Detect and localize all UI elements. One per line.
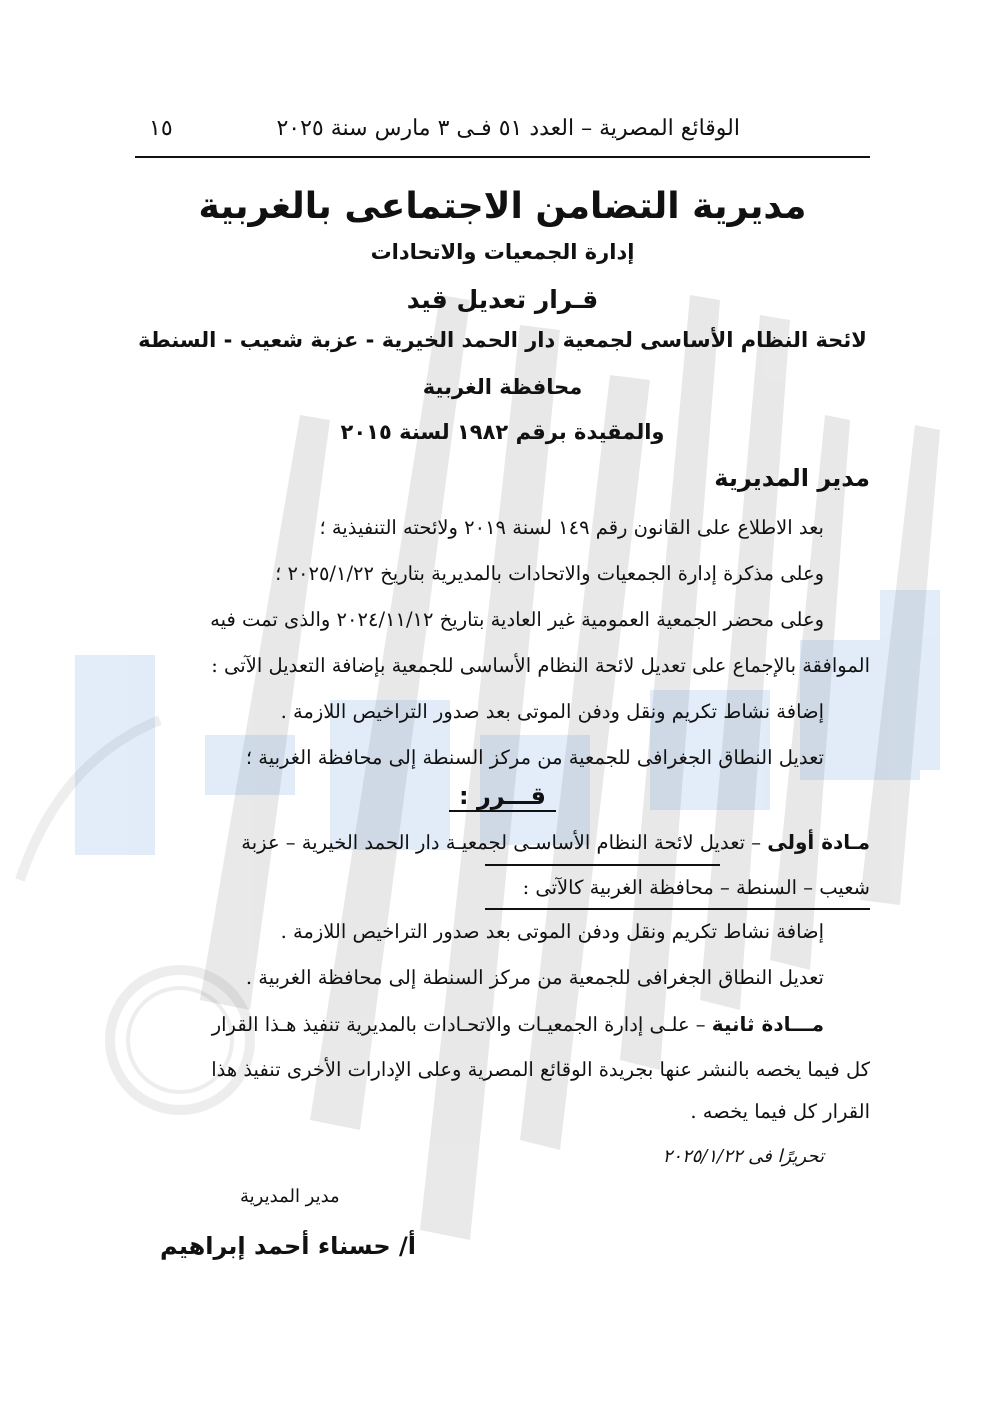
- decides-label: قـــرر :: [449, 782, 556, 812]
- article-2-line-1: [212, 1012, 824, 1036]
- director-heading: مدير المديرية: [714, 464, 870, 492]
- running-title: الوقائع المصرية – العدد ٥١ فـى ٣ مارس سنة ٢٠٢٥: [276, 116, 740, 141]
- underline-divider: [485, 908, 870, 910]
- article-1-line-2: شعيب – السنطة – محافظة الغربية كالآتى :: [522, 876, 870, 899]
- preamble-line: الموافقة بالإجماع على تعديل لائحة النظام الأساسى للجمعية بإضافة التعديل الآتى :: [211, 654, 870, 677]
- article-1-item: إضافة نشاط تكريم ونقل ودفن الموتى بعد صدور التراخيص اللازمة .: [280, 920, 824, 943]
- preamble-line: وعلى مذكرة إدارة الجمعيات والاتحادات بالمديرية بتاريخ ٢٠٢٥/١/٢٢ ؛: [275, 562, 824, 585]
- preamble-line: وعلى محضر الجمعية العمومية غير العادية بتاريخ ٢٠٢٤/١١/١٢ والذى تمت فيه: [210, 608, 824, 631]
- article-1-line-1: [241, 830, 870, 854]
- article-1-text: – تعديل لائحة النظام الأساسـى لجمعيـة دار الحمد الخيرية – عزبة: [241, 831, 768, 854]
- article-1-heading: مـادة أولى: [767, 830, 870, 854]
- page-number: ١٥: [149, 116, 173, 141]
- article-2-line-2: كل فيما يخصه بالنشر عنها بجريدة الوقائع المصرية وعلى الإدارات الأخرى تنفيذ هذا: [211, 1058, 870, 1081]
- running-header: [135, 112, 870, 158]
- preamble-line: بعد الاطلاع على القانون رقم ١٤٩ لسنة ٢٠١٩ ولائحته التنفيذية ؛: [319, 516, 824, 539]
- preamble-item: إضافة نشاط تكريم ونقل ودفن الموتى بعد صدور التراخيص اللازمة .: [280, 700, 824, 723]
- article-2-line-3: القرار كل فيما يخصه .: [690, 1100, 870, 1123]
- decision-title: قـرار تعديل قيد: [406, 285, 599, 314]
- signer-title: مدير المديرية: [240, 1186, 340, 1207]
- subject-line-3: والمقيدة برقم ١٩٨٢ لسنة ٢٠١٥: [340, 420, 665, 444]
- directorate-title: مديرية التضامن الاجتماعى بالغربية: [198, 186, 807, 227]
- preamble-item: تعديل النطاق الجغرافى للجمعية من مركز السنطة إلى محافظة الغربية ؛: [245, 746, 824, 769]
- issue-date: تحريرًا فى ٢٠٢٥/١/٢٢: [662, 1146, 824, 1167]
- subject-line-1: لائحة النظام الأساسى لجمعية دار الحمد الخيرية - عزبة شعيب - السنطة: [138, 328, 867, 352]
- article-1-item: تعديل النطاق الجغرافى للجمعية من مركز السنطة إلى محافظة الغربية .: [245, 966, 824, 989]
- signer-name: أ/ حسناء أحمد إبراهيم: [160, 1232, 416, 1260]
- department-title: إدارة الجمعيات والاتحادات: [370, 240, 635, 264]
- article-2-text: – علـى إدارة الجمعيـات والاتحـادات بالمديرية تنفيذ هـذا القرار: [211, 1013, 712, 1036]
- decides-heading: [135, 782, 870, 810]
- underline-divider: [485, 864, 720, 866]
- article-2-heading: مـــادة ثانية: [711, 1012, 824, 1036]
- subject-line-2: محافظة الغربية: [422, 375, 583, 399]
